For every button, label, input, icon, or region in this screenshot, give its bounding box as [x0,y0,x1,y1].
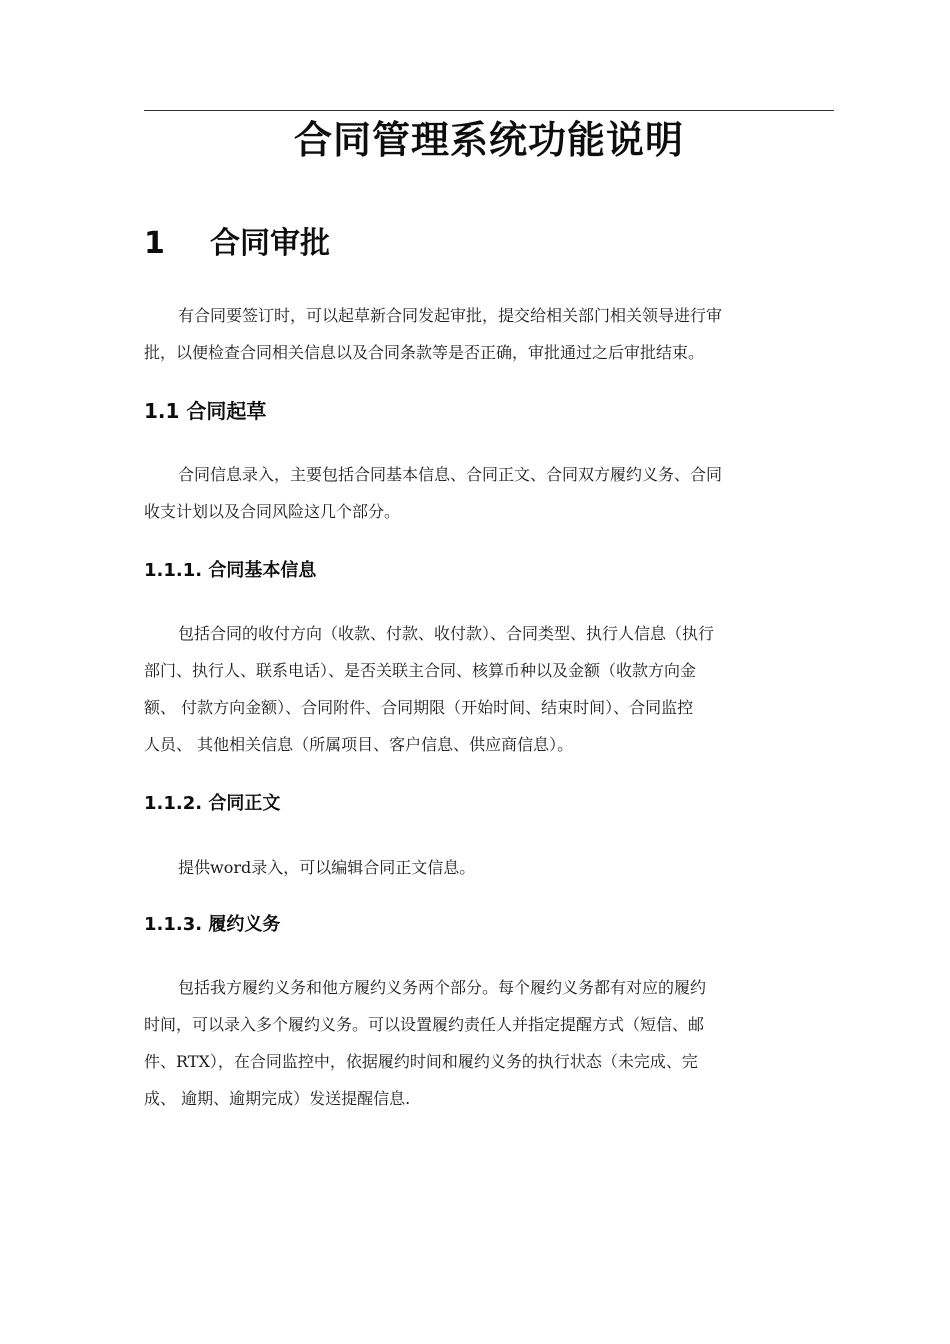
paragraph-line: 收支计划以及合同风险这几个部分。 [144,502,401,521]
section-1-paragraph [144,297,834,371]
section-heading-1-1-3: 1.1.3. 履约义务 [144,914,281,935]
section-1-1-paragraph [144,456,834,530]
section-heading-1 [144,222,834,266]
paragraph-line: 成、 逾期、逾期完成）发送提醒信息. [144,1089,411,1108]
paragraph-line: 批，以便检查合同相关信息以及合同条款等是否正确，审批通过之后审批结束。 [144,343,705,362]
section-1-1-3-paragraph [144,969,834,1117]
document-title: 合同管理系统功能说明 [293,118,684,162]
section-1-1-1-paragraph [144,615,834,763]
section-1-1-2-paragraph [144,849,834,886]
section-heading-1-1-2: 1.1.2. 合同正文 [144,793,281,814]
section-heading-1-1-1: 1.1.1. 合同基本信息 [144,560,317,581]
paragraph-line: 部门、执行人、联系电话）、是否关联主合同、核算币种以及金额（收款方向金 [144,661,697,680]
section-number: 1 [144,226,165,261]
header-rule [144,110,834,111]
paragraph-line: 额、 付款方向金额）、合同附件、合同期限（开始时间、结束时间）、合同监控 [144,698,694,717]
paragraph-line: 件、RTX），在合同监控中，依据履约时间和履约义务的执行状态（未完成、完 [144,1052,698,1071]
paragraph-line: 有合同要签订时，可以起草新合同发起审批，提交给相关部门相关领导进行审 [178,306,723,325]
section-heading-1-1: 1.1 合同起草 [144,399,267,423]
paragraph-line: 合同信息录入，主要包括合同基本信息、合同正文、合同双方履约义务、合同 [178,465,723,484]
paragraph-line: 提供word录入，可以编辑合同正文信息。 [178,858,476,877]
paragraph-line: 包括合同的收付方向（收款、付款、收付款）、合同类型、执行人信息（执行 [178,624,715,643]
section-heading-text: 合同审批 [210,226,330,261]
paragraph-line: 人员、 其他相关信息（所属项目、客户信息、供应商信息）。 [144,735,574,754]
paragraph-line: 包括我方履约义务和他方履约义务两个部分。每个履约义务都有对应的履约 [178,978,707,997]
paragraph-line: 时间，可以录入多个履约义务。可以设置履约责任人并指定提醒方式（短信、邮 [144,1015,705,1034]
